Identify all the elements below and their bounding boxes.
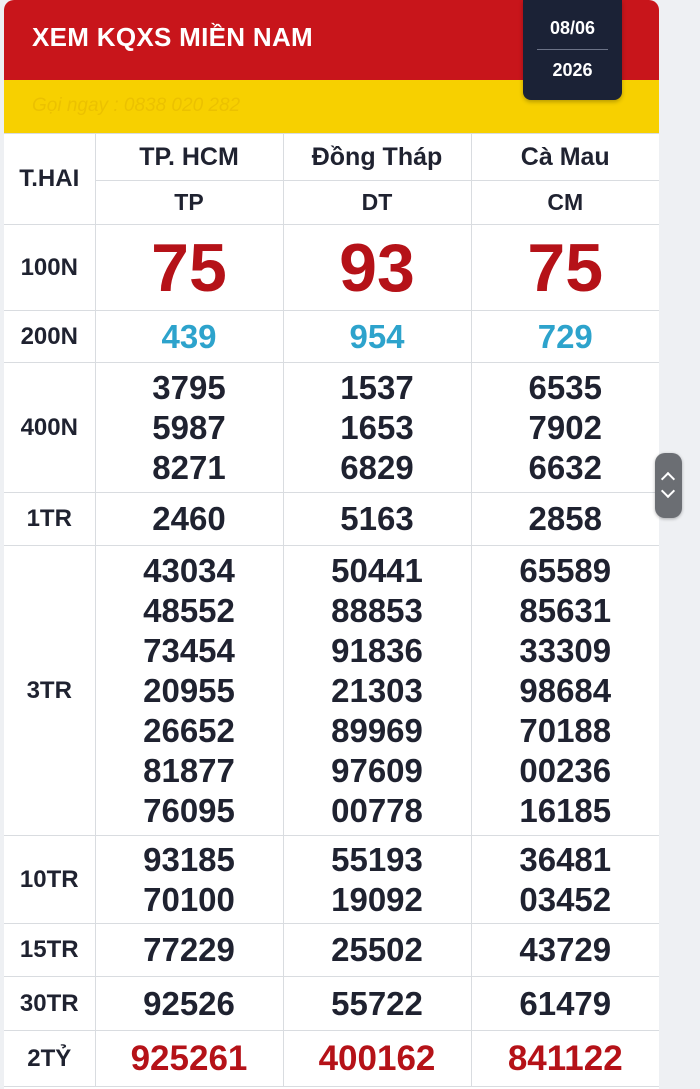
page-title: XEM KQXS MIỀN NAM — [32, 22, 314, 52]
prize-cell-dong-thap — [283, 1031, 471, 1087]
winning-number: 3795 — [152, 368, 226, 406]
prize-cell-hcm — [95, 977, 283, 1031]
winning-number: 6632 — [528, 448, 602, 486]
prize-cell-hcm — [95, 546, 283, 836]
winning-number: 98684 — [519, 671, 612, 709]
winning-number: 89969 — [331, 711, 423, 749]
prize-label: 15TR — [4, 924, 95, 977]
prize-cell-hcm — [95, 924, 283, 977]
prize-cell-dong-thap — [283, 977, 471, 1031]
winning-number: 6829 — [340, 448, 414, 486]
prize-cell-dong-thap — [283, 836, 471, 924]
winning-number: 93 — [339, 229, 415, 306]
winning-number: 19092 — [331, 880, 423, 918]
winning-number: 75 — [151, 229, 227, 306]
winning-number: 954 — [349, 317, 405, 355]
winning-number: 73454 — [143, 631, 235, 669]
winning-number: 55193 — [331, 840, 423, 878]
winning-number: 43034 — [143, 551, 235, 589]
prize-cell-hcm — [95, 1031, 283, 1087]
winning-number: 6535 — [528, 368, 602, 406]
weekday-label: T.HAI — [4, 134, 95, 225]
prize-cell-hcm — [95, 363, 283, 493]
winning-number: 65589 — [519, 551, 612, 589]
prize-label: 200N — [4, 311, 95, 363]
prize-cell-ca-mau — [471, 493, 659, 546]
winning-number: 97609 — [331, 751, 423, 789]
scroll-handle[interactable] — [655, 453, 682, 518]
prize-row-10tr — [4, 836, 659, 924]
province-code-ca-mau: CM — [471, 181, 659, 225]
winning-number: 1653 — [340, 408, 414, 446]
winning-number: 00778 — [331, 791, 423, 829]
winning-number: 92526 — [143, 984, 235, 1022]
winning-number: 2460 — [152, 500, 226, 537]
prize-cell-dong-thap — [283, 493, 471, 546]
winning-number: 61479 — [519, 984, 612, 1022]
winning-number: 77229 — [143, 931, 235, 968]
prize-cell-ca-mau — [471, 546, 659, 836]
prize-label: 100N — [4, 225, 95, 311]
prize-cell-ca-mau — [471, 924, 659, 977]
prize-cell-dong-thap — [283, 311, 471, 363]
prize-row-30tr — [4, 977, 659, 1031]
date-badge — [523, 0, 622, 100]
winning-number: 8271 — [152, 448, 226, 486]
winning-number: 16185 — [519, 791, 612, 829]
date-separator — [537, 49, 608, 50]
prize-cell-hcm — [95, 836, 283, 924]
promo-hotline-text: Gọi ngay : 0838 020 282 — [32, 95, 241, 116]
prize-row-15tr — [4, 924, 659, 977]
winning-number: 43729 — [519, 931, 612, 968]
winning-number: 75 — [527, 229, 604, 306]
winning-number: 21303 — [331, 671, 423, 709]
winning-number: 925261 — [130, 1038, 248, 1078]
results-table — [4, 133, 659, 1087]
prize-row-100n — [4, 225, 659, 311]
lottery-results-card — [4, 0, 659, 1089]
prize-label: 2TỶ — [4, 1031, 95, 1087]
prize-label: 400N — [4, 363, 95, 493]
prize-label: 30TR — [4, 977, 95, 1031]
prize-cell-ca-mau — [471, 836, 659, 924]
winning-number: 1537 — [340, 368, 414, 406]
province-name-ca-mau[interactable]: Cà Mau — [471, 134, 659, 181]
prize-row-200n — [4, 311, 659, 363]
winning-number: 48552 — [143, 591, 235, 629]
province-name-dong-thap[interactable]: Đồng Tháp — [283, 134, 471, 181]
province-code-row — [4, 181, 659, 225]
prize-cell-ca-mau — [471, 311, 659, 363]
winning-number: 26652 — [143, 711, 235, 749]
prize-row-3tr — [4, 546, 659, 836]
date-day: 08/06 — [549, 18, 596, 38]
winning-number: 5163 — [340, 500, 414, 537]
prize-cell-dong-thap — [283, 924, 471, 977]
prize-cell-dong-thap — [283, 546, 471, 836]
prize-cell-ca-mau — [471, 225, 659, 311]
winning-number: 729 — [537, 317, 593, 355]
prize-cell-dong-thap — [283, 363, 471, 493]
province-code-hcm: TP — [95, 181, 283, 225]
winning-number: 70188 — [519, 711, 612, 749]
winning-number: 5987 — [152, 408, 226, 446]
prize-row-400n — [4, 363, 659, 493]
date-year: 2026 — [552, 60, 593, 80]
prize-label: 10TR — [4, 836, 95, 924]
winning-number: 93185 — [143, 840, 235, 878]
winning-number: 85631 — [519, 591, 612, 629]
prize-cell-ca-mau — [471, 363, 659, 493]
province-name-hcm[interactable]: TP. HCM — [95, 134, 283, 181]
winning-number: 20955 — [143, 671, 235, 709]
winning-number: 03452 — [519, 880, 612, 918]
winning-number: 00236 — [519, 751, 612, 789]
winning-number: 55722 — [331, 984, 423, 1022]
prize-cell-dong-thap — [283, 225, 471, 311]
winning-number: 841122 — [507, 1038, 623, 1078]
winning-number: 76095 — [143, 791, 235, 829]
winning-number: 81877 — [143, 751, 235, 789]
winning-number: 400162 — [318, 1038, 436, 1078]
winning-number: 2858 — [528, 500, 602, 537]
prize-row-1tr — [4, 493, 659, 546]
prize-label: 3TR — [4, 546, 95, 836]
winning-number: 25502 — [331, 931, 423, 968]
prize-cell-ca-mau — [471, 977, 659, 1031]
prize-cell-hcm — [95, 311, 283, 363]
chevron-down-icon[interactable] — [661, 484, 675, 498]
prize-cell-hcm — [95, 225, 283, 311]
winning-number: 7902 — [528, 408, 602, 446]
winning-number: 36481 — [519, 840, 612, 878]
prize-row-2tỷ — [4, 1031, 659, 1087]
province-code-dong-thap: DT — [283, 181, 471, 225]
winning-number: 70100 — [143, 880, 235, 918]
winning-number: 439 — [161, 317, 217, 355]
winning-number: 33309 — [519, 631, 612, 669]
prize-label: 1TR — [4, 493, 95, 546]
winning-number: 88853 — [331, 591, 423, 629]
winning-number: 50441 — [331, 551, 423, 589]
winning-number: 91836 — [331, 631, 423, 669]
province-name-row — [4, 134, 659, 181]
prize-cell-ca-mau — [471, 1031, 659, 1087]
prize-cell-hcm — [95, 493, 283, 546]
